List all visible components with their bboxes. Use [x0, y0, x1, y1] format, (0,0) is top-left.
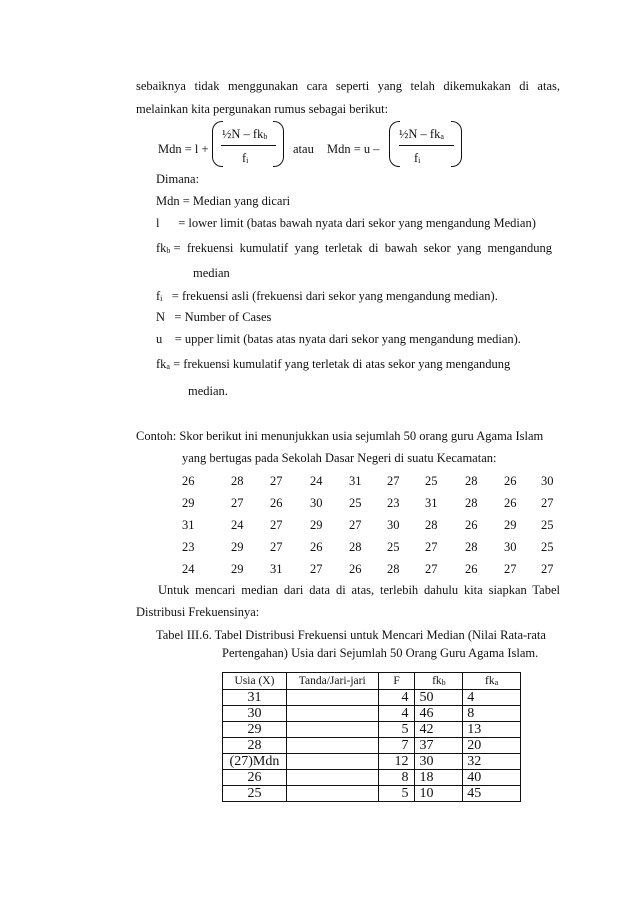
- fraction-bar: [221, 145, 276, 146]
- cell-fka: 20: [463, 738, 521, 754]
- cell-usia: 25: [223, 786, 287, 802]
- data-value: 31: [182, 518, 195, 532]
- cell-usia: 30: [223, 706, 287, 722]
- cell-f: 5: [378, 786, 415, 802]
- cell-f: 7: [378, 738, 415, 754]
- cell-tanda: [286, 722, 378, 738]
- table-row: [223, 786, 521, 802]
- table-header-row: [223, 673, 521, 690]
- table-caption-1: Tabel III.6. Tabel Distribusi Frekuensi untuk Mencari Median (Nilai Rata-rata: [156, 628, 546, 642]
- cell-tanda: [286, 770, 378, 786]
- header-fkb: $fk_b$: [415, 673, 463, 690]
- data-value: 31: [270, 562, 283, 576]
- data-value: 27: [270, 474, 283, 488]
- data-value: 27: [387, 474, 400, 488]
- def-u: u = upper limit (batas atas nyata dari sekor yang mengandung median).: [156, 332, 521, 346]
- cell-fkb: 46: [415, 706, 463, 722]
- data-value: 30: [504, 540, 517, 554]
- data-value: 30: [541, 474, 554, 488]
- data-value: 23: [387, 496, 400, 510]
- data-value: 27: [270, 540, 283, 554]
- def-fkb-continued: median: [193, 266, 230, 280]
- formula-left-lhs: Mdn = l +: [158, 142, 209, 156]
- right-paren: [451, 121, 462, 167]
- cell-fkb: 42: [415, 722, 463, 738]
- def-fka-continued: median.: [188, 384, 228, 398]
- data-value: 28: [349, 540, 362, 554]
- right-paren: [273, 121, 284, 167]
- cell-f: 4: [378, 690, 415, 706]
- cell-fka: 40: [463, 770, 521, 786]
- cell-usia: 29: [223, 722, 287, 738]
- formula-right-denominator: $f_i$: [414, 151, 421, 165]
- data-value: 25: [541, 518, 554, 532]
- data-value: 26: [270, 496, 283, 510]
- data-value: 26: [504, 474, 517, 488]
- data-value: 28: [425, 518, 438, 532]
- data-value: 27: [425, 540, 438, 554]
- data-value: 25: [541, 540, 554, 554]
- table-caption-2: Pertengahan) Usia dari Sejumlah 50 Orang Guru Agama Islam.: [222, 646, 539, 660]
- data-value: 31: [425, 496, 438, 510]
- data-value: 27: [504, 562, 517, 576]
- data-value: 23: [182, 540, 195, 554]
- intro-line-2: melainkan kita pergunakan rumus sebagai berikut:: [136, 102, 389, 116]
- data-value: 27: [425, 562, 438, 576]
- cell-tanda: [286, 786, 378, 802]
- def-fkb: $fk_b$ = frekuensi kumulatif yang terletak di bawah sekor yang mengandung: [156, 241, 553, 255]
- cell-f: 12: [378, 754, 415, 770]
- data-value: 25: [349, 496, 362, 510]
- data-value: 27: [310, 562, 323, 576]
- data-value: 24: [182, 562, 195, 576]
- data-value: 30: [310, 496, 323, 510]
- intro-line-1: sebaiknya tidak menggunakan cara seperti yang telah dikemukakan di atas,: [136, 79, 560, 93]
- data-value: 27: [349, 518, 362, 532]
- cell-tanda: [286, 754, 378, 770]
- def-mdn: Mdn = Median yang dicari: [156, 194, 291, 208]
- data-value: 31: [349, 474, 362, 488]
- data-value: 29: [310, 518, 323, 532]
- cell-fkb: 37: [415, 738, 463, 754]
- data-value: 28: [231, 474, 244, 488]
- data-value: 27: [541, 496, 554, 510]
- data-value: 28: [465, 474, 478, 488]
- formula-right-lhs: Mdn = u –: [327, 142, 380, 156]
- table-row: [223, 754, 521, 770]
- data-value: 24: [231, 518, 244, 532]
- def-fka: $fk_a$ = frekuensi kumulatif yang terletak di atas sekor yang mengandung: [156, 357, 511, 371]
- data-value: 26: [465, 562, 478, 576]
- data-value: 29: [231, 562, 244, 576]
- cell-fka: 13: [463, 722, 521, 738]
- cell-tanda: [286, 738, 378, 754]
- data-value: 27: [231, 496, 244, 510]
- data-value: 25: [425, 474, 438, 488]
- cell-f: 4: [378, 706, 415, 722]
- data-value: 26: [465, 518, 478, 532]
- data-value: 28: [465, 540, 478, 554]
- table-row: [223, 770, 521, 786]
- data-value: 25: [387, 540, 400, 554]
- cell-tanda: [286, 690, 378, 706]
- data-value: 26: [310, 540, 323, 554]
- cell-fkb: 10: [415, 786, 463, 802]
- cell-usia: 26: [223, 770, 287, 786]
- def-fi: $f_i$ = frekuensi asli (frekuensi dari sekor yang mengandung median).: [156, 289, 498, 303]
- cell-f: 8: [378, 770, 415, 786]
- formula-right-numerator: ½N – $fk_a$: [399, 127, 444, 141]
- table-row: [223, 722, 521, 738]
- cell-tanda: [286, 706, 378, 722]
- header-usia: Usia (X): [223, 673, 287, 690]
- data-value: 27: [270, 518, 283, 532]
- data-value: 27: [541, 562, 554, 576]
- cell-fka: 4: [463, 690, 521, 706]
- formula-left-denominator: $f_i$: [242, 151, 249, 165]
- fraction-bar: [399, 145, 454, 146]
- cell-fkb: 30: [415, 754, 463, 770]
- data-value: 26: [182, 474, 195, 488]
- cell-fka: 45: [463, 786, 521, 802]
- cell-usia: 28: [223, 738, 287, 754]
- paragraph-line-2: Distribusi Frekuensinya:: [136, 605, 260, 619]
- cell-fka: 32: [463, 754, 521, 770]
- cell-f: 5: [378, 722, 415, 738]
- data-value: 29: [231, 540, 244, 554]
- formula-left-numerator: ½N – $fk_b$: [222, 127, 268, 141]
- paragraph-line-1: Untuk mencari median dari data di atas, terlebih dahulu kita siapkan Tabel: [158, 583, 560, 597]
- cell-fka: 8: [463, 706, 521, 722]
- frequency-distribution-table: [222, 672, 521, 802]
- cell-fkb: 18: [415, 770, 463, 786]
- data-value: 26: [504, 496, 517, 510]
- table-row: [223, 690, 521, 706]
- data-value: 30: [387, 518, 400, 532]
- data-value: 28: [387, 562, 400, 576]
- cell-usia: (27)Mdn: [223, 754, 287, 770]
- cell-usia: 31: [223, 690, 287, 706]
- example-line-1: Contoh: Skor berikut ini menunjukkan usia sejumlah 50 orang guru Agama Islam: [136, 429, 544, 443]
- def-l: l = lower limit (batas bawah nyata dari sekor yang mengandung Median): [156, 216, 536, 230]
- data-value: 29: [504, 518, 517, 532]
- definitions-heading: Dimana:: [156, 172, 200, 186]
- table-row: [223, 738, 521, 754]
- table-row: [223, 706, 521, 722]
- header-fka: $fk_a$: [463, 673, 521, 690]
- header-tanda: Tanda/Jari-jari: [286, 673, 378, 690]
- data-value: 24: [310, 474, 323, 488]
- data-value: 26: [349, 562, 362, 576]
- formula-atau: atau: [293, 142, 314, 156]
- example-line-2: yang bertugas pada Sekolah Dasar Negeri di suatu Kecamatan:: [182, 451, 497, 465]
- cell-fkb: 50: [415, 690, 463, 706]
- data-value: 28: [465, 496, 478, 510]
- data-value: 29: [182, 496, 195, 510]
- header-f: F: [378, 673, 415, 690]
- def-n: N = Number of Cases: [156, 310, 272, 324]
